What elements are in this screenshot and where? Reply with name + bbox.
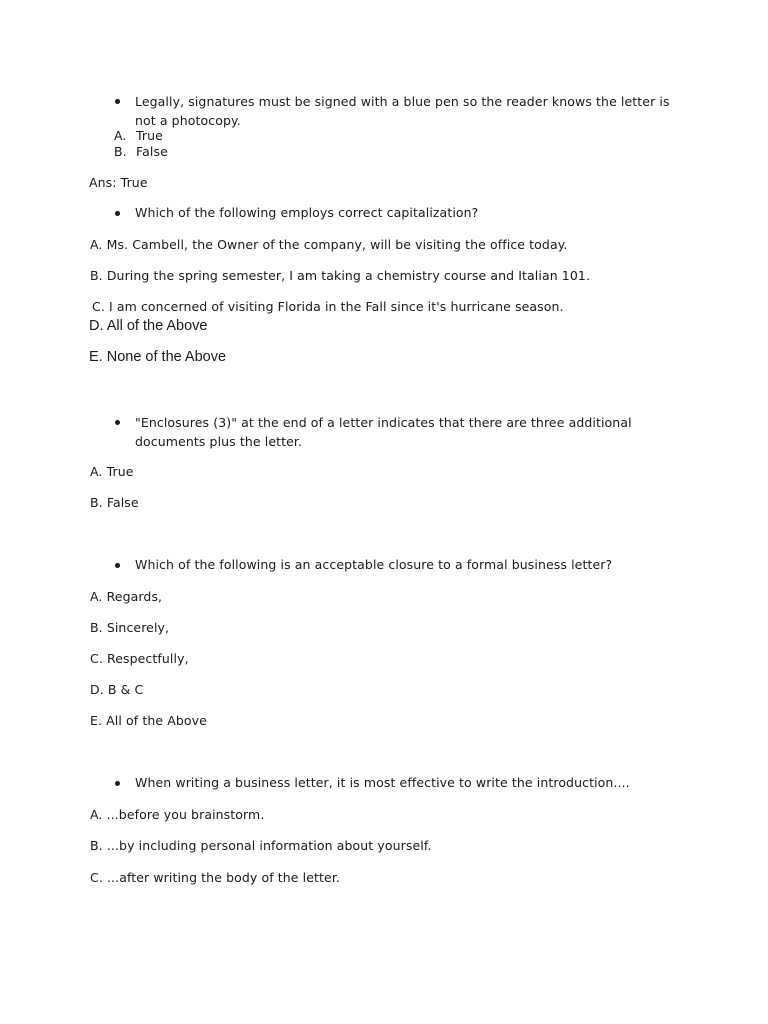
option-text: True — [136, 128, 163, 143]
option: D. All of the Above — [89, 318, 208, 334]
option: E. All of the Above — [90, 713, 207, 728]
bullet-icon — [115, 211, 120, 216]
option-letter: B. — [114, 144, 127, 159]
option: A. Ms. Cambell, the Owner of the company, will be visiting the office today. — [90, 237, 568, 252]
question-text: Legally, signatures must be signed with a blue pen so the reader knows the letter is not a photocopy. — [135, 94, 670, 128]
option: B. ...by including personal information about yourself. — [90, 838, 432, 853]
option: B. False — [90, 495, 139, 510]
option-letter: A. — [114, 128, 127, 143]
option: E. None of the Above — [89, 349, 227, 365]
bullet-icon — [115, 563, 120, 568]
option: A. True — [90, 464, 134, 479]
bullet-icon — [115, 99, 120, 104]
question-text: When writing a business letter, it is most effective to write the introduction.... — [135, 775, 630, 790]
answer-text: Ans: True — [89, 175, 148, 190]
question-text: "Enclosures (3)" at the end of a letter indicates that there are three additional documents plus the letter. — [135, 415, 632, 449]
option: C. I am concerned of visiting Florida in the Fall since it's hurricane season. — [92, 299, 564, 314]
option-text: False — [136, 144, 168, 159]
question-text: Which of the following is an acceptable closure to a formal business letter? — [135, 557, 613, 572]
option: C. ...after writing the body of the letter. — [90, 870, 340, 885]
option: D. B & C — [90, 682, 144, 697]
option: B. Sincerely, — [90, 620, 170, 635]
option: A. ...before you brainstorm. — [90, 807, 265, 822]
option: A. Regards, — [90, 589, 163, 604]
bullet-icon — [115, 781, 120, 786]
bullet-icon — [115, 420, 120, 425]
option: C. Respectfully, — [90, 651, 189, 666]
question-text: Which of the following employs correct capitalization? — [135, 205, 479, 220]
option: B. During the spring semester, I am taking a chemistry course and Italian 101. — [90, 268, 591, 283]
